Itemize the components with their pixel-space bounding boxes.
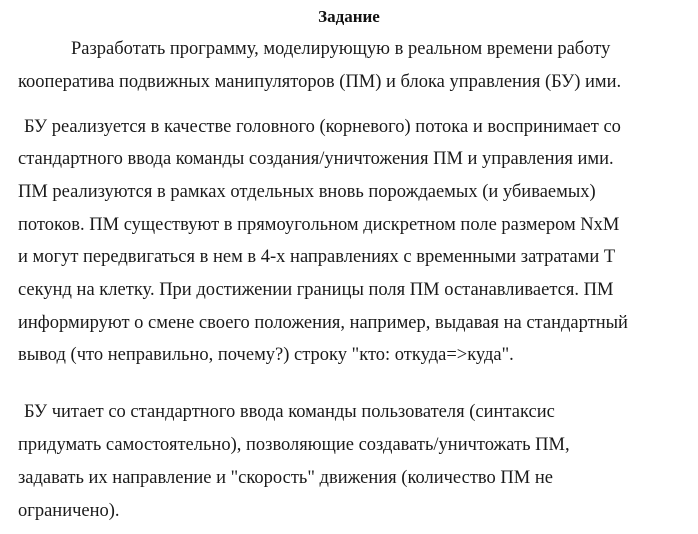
paragraph-1-line-2: кооператива подвижных манипуляторов (ПМ) и блока управления (БУ) ими. bbox=[18, 72, 622, 92]
paragraph-2-line-4: потоков. ПМ существуют в прямоугольном дискретном поле размером NxM bbox=[18, 215, 620, 235]
paragraph-3-line-4: ограничено). bbox=[18, 501, 120, 521]
paragraph-3-line-1: БУ читает со стандартного ввода команды пользователя (синтаксис bbox=[24, 402, 555, 422]
paragraph-3-line-3: задавать их направление и "скорость" движения (количество ПМ не bbox=[18, 468, 553, 488]
paragraph-1-line-1: Разработать программу, моделирующую в реальном времени работу bbox=[71, 39, 611, 59]
paragraph-2-line-8: вывод (что неправильно, почему?) строку "кто: откуда=>куда". bbox=[18, 345, 514, 365]
paragraph-2-line-2: стандартного ввода команды создания/уничтожения ПМ и управления ими. bbox=[18, 149, 614, 169]
paragraph-2-line-3: ПМ реализуются в рамках отдельных вновь порождаемых (и убиваемых) bbox=[18, 182, 596, 202]
document-title: Задание bbox=[318, 7, 380, 26]
paragraph-2-line-6: секунд на клетку. При достижении границы поля ПМ останавливается. ПМ bbox=[18, 280, 614, 300]
paragraph-2-line-5: и могут передвигаться в нем в 4-х направлениях с временными затратами T bbox=[18, 247, 616, 267]
paragraph-2-line-1: БУ реализуется в качестве головного (корневого) потока и воспринимает со bbox=[24, 117, 621, 137]
paragraph-3-line-2: придумать самостоятельно), позволяющие создавать/уничтожать ПМ, bbox=[18, 435, 570, 455]
paragraph-2-line-7: информируют о смене своего положения, например, выдавая на стандартный bbox=[18, 313, 628, 333]
